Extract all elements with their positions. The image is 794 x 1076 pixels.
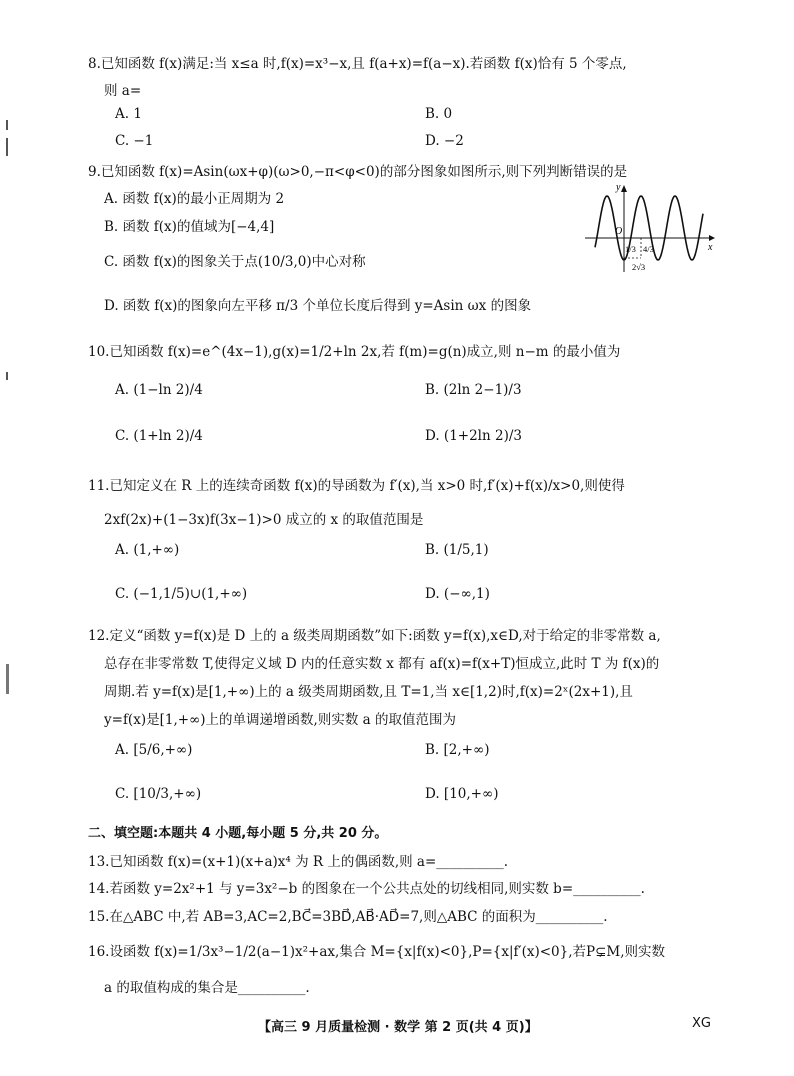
q12-stem: 12.定义“函数 y=f(x)是 D 上的 a 级类周期函数”如下:函数 y=f(x),x∈D,对于给定的非零常数 a,: [88, 628, 661, 644]
margin-mark: [6, 664, 9, 694]
q9-option-c: C. 函数 f(x)的图象关于点(10/3,0)中心对称: [104, 254, 366, 270]
q9-stem: 9.已知函数 f(x)=Asin(ωx+φ)(ω>0,−π<φ<0)的部分图象如图所示,则下列判断错误的是: [88, 164, 628, 180]
footer-code: XG: [692, 1016, 711, 1031]
q12-option-c: C. [10/3,+∞): [115, 786, 202, 802]
q12-option-d: D. [10,+∞): [425, 786, 499, 802]
q8-option-a: A. 1: [115, 106, 142, 122]
q8-option-d: D. −2: [425, 133, 464, 149]
q10-option-a: A. (1−ln 2)/4: [115, 382, 203, 398]
margin-mark: [6, 372, 8, 380]
q10-stem: 10.已知函数 f(x)=e^(4x−1),g(x)=1/2+ln 2x,若 f(m)=g(n)成立,则 n−m 的最小值为: [88, 344, 621, 360]
y-axis-arrow: [621, 185, 627, 192]
q16-cont: a 的取值构成的集合是__________.: [104, 980, 310, 996]
q9-option-d: D. 函数 f(x)的图象向左平移 π/3 个单位长度后得到 y=Asin ωx 的图象: [104, 298, 532, 314]
q9-option-b: B. 函数 f(x)的值域为[−4,4]: [104, 219, 275, 235]
section-heading: 二、填空题:本题共 4 小题,每小题 5 分,共 20 分。: [88, 826, 388, 841]
q8-stem: 8.已知函数 f(x)满足:当 x≤a 时,f(x)=x³−x,且 f(a+x)=f(a−x).若函数 f(x)恰有 5 个零点,: [88, 56, 627, 72]
q11-stem-cont: 2xf(2x)+(1−3x)f(3x−1)>0 成立的 x 的取值范围是: [104, 512, 424, 528]
q13: 13.已知函数 f(x)=(x+1)(x+a)x⁴ 为 R 上的偶函数,则 a=__________.: [88, 854, 509, 870]
q15: 15.在△ABC 中,若 AB=3,AC=2,BC⃗=3BD⃗,AB⃗·AD⃗=7,则△ABC 的面积为__________.: [88, 909, 608, 925]
sine-graph-figure: [585, 182, 717, 274]
q8-option-c: C. −1: [115, 133, 154, 149]
q11-option-d: D. (−∞,1): [425, 586, 490, 602]
tick-label-one-third: 1/3: [625, 244, 636, 254]
q10-option-b: B. (2ln 2−1)/3: [425, 382, 522, 398]
margin-mark: [6, 120, 8, 130]
y-axis-label: y: [616, 182, 621, 193]
q11-option-a: A. (1,+∞): [115, 542, 180, 558]
x-axis-arrow: [709, 235, 715, 241]
x-axis-label: x: [708, 242, 713, 253]
q10-option-c: C. (1+ln 2)/4: [115, 428, 203, 444]
q14: 14.若函数 y=2x²+1 与 y=3x²−b 的图象在一个公共点处的切线相同,则实数 b=__________.: [88, 881, 645, 897]
footer-page-info: 【高三 9 月质量检测 · 数学 第 2 页(共 4 页)】: [258, 1020, 538, 1035]
q12-stem-line3: 周期.若 y=f(x)是[1,+∞)上的 a 级类周期函数,且 T=1,当 x∈[1,2)时,f(x)=2ˣ(2x+1),且: [104, 684, 633, 700]
q8-stem-cont: 则 a=: [104, 83, 142, 99]
margin-mark: [6, 138, 8, 156]
q10-option-d: D. (1+2ln 2)/3: [425, 428, 522, 444]
q8-option-b: B. 0: [425, 106, 453, 122]
q12-option-a: A. [5/6,+∞): [115, 742, 193, 758]
value-label: 2√3: [632, 262, 646, 272]
q12-stem-line2: 总存在非零常数 T,使得定义域 D 内的任意实数 x 都有 af(x)=f(x+T)恒成立,此时 T 为 f(x)的: [104, 656, 660, 672]
q12-stem-line4: y=f(x)是[1,+∞)上的单调递增函数,则实数 a 的取值范围为: [104, 712, 456, 728]
q16: 16.设函数 f(x)=1/3x³−1/2(a−1)x²+ax,集合 M={x|f(x)<0},P={x|f′(x)<0},若P⊊M,则实数: [88, 944, 666, 960]
tick-label-four-thirds: 4/3: [643, 244, 654, 254]
q11-stem: 11.已知定义在 R 上的连续奇函数 f(x)的导函数为 f′(x),当 x>0 时,f′(x)+f(x)/x>0,则使得: [88, 478, 625, 494]
origin-label: O: [615, 226, 623, 237]
q12-option-b: B. [2,+∞): [425, 742, 490, 758]
q11-option-c: C. (−1,1/5)∪(1,+∞): [115, 586, 248, 602]
q11-option-b: B. (1/5,1): [425, 542, 489, 558]
q9-option-a: A. 函数 f(x)的最小正周期为 2: [104, 191, 285, 207]
